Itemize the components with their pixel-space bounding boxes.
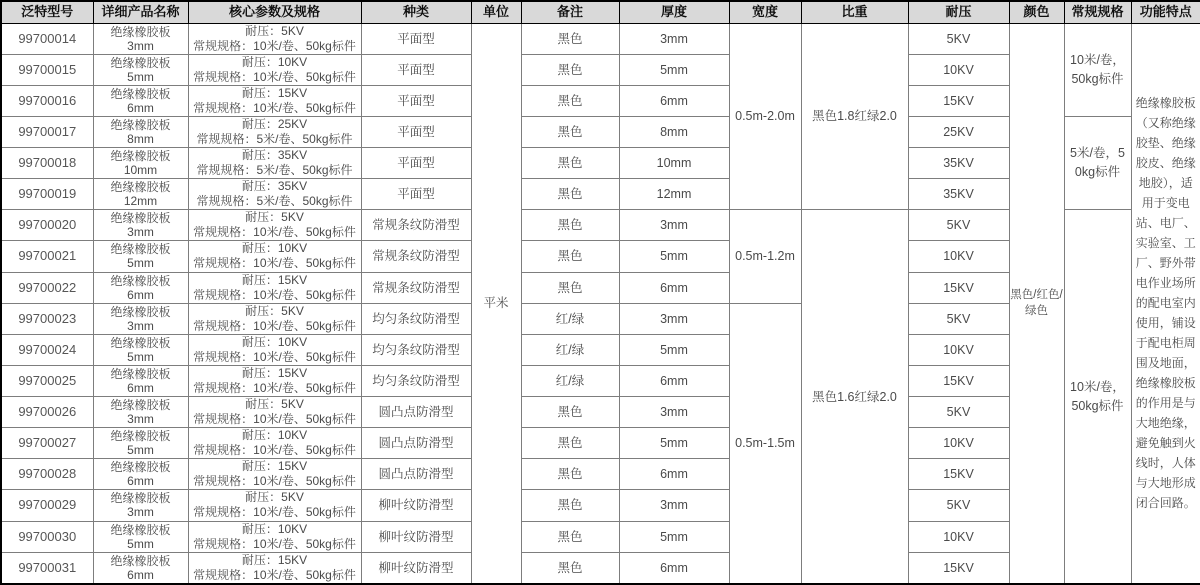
cell-type: 均匀条纹防滑型 [361, 365, 471, 396]
cell-thickness: 8mm [619, 116, 729, 147]
cell-remark: 黑色 [521, 241, 619, 272]
cell-type: 常规条纹防滑型 [361, 272, 471, 303]
product-name-text: 绝缘橡胶板 [110, 55, 171, 70]
cell-thickness: 3mm [619, 397, 729, 428]
cell-type: 平面型 [361, 54, 471, 85]
col-header-thickness: 厚度 [619, 1, 729, 23]
product-size-text: 3mm [127, 38, 154, 53]
param-voltage-text: 耐压：15KV [241, 459, 308, 474]
cell-thickness: 3mm [619, 210, 729, 241]
product-size-text: 5mm [127, 69, 154, 84]
cell-model-number: 99700017 [1, 116, 93, 147]
product-name-text: 绝缘橡胶板 [110, 304, 171, 319]
param-voltage-text: 耐压：5KV [245, 397, 304, 412]
product-name-text: 绝缘橡胶板 [110, 491, 171, 506]
cell-voltage: 10KV [908, 521, 1009, 552]
param-voltage-text: 耐压：5KV [245, 490, 304, 505]
cell-voltage: 15KV [908, 272, 1009, 303]
cell-product-name [93, 272, 188, 303]
param-spec-text: 常规规格：10米/卷、50kg标件 [193, 443, 356, 458]
cell-remark: 黑色 [521, 179, 619, 210]
cell-type: 圆凸点防滑型 [361, 428, 471, 459]
param-spec-text: 常规规格：10米/卷、50kg标件 [193, 256, 356, 271]
cell-core-params [188, 365, 361, 396]
cell-product-name [93, 85, 188, 116]
cell-voltage: 5KV [908, 490, 1009, 521]
product-size-text: 6mm [127, 100, 154, 115]
cell-model-number: 99700031 [1, 552, 93, 584]
product-name-text: 绝缘橡胶板 [110, 24, 171, 39]
cell-model-number: 99700021 [1, 241, 93, 272]
cell-thickness: 5mm [619, 54, 729, 85]
cell-voltage: 15KV [908, 459, 1009, 490]
cell-thickness: 6mm [619, 272, 729, 303]
cell-model-number: 99700018 [1, 148, 93, 179]
cell-model-number: 99700015 [1, 54, 93, 85]
product-size-text: 6mm [127, 287, 154, 302]
product-name-text: 绝缘橡胶板 [110, 460, 171, 475]
cell-thickness: 3mm [619, 23, 729, 54]
cell-remark: 黑色 [521, 272, 619, 303]
param-voltage-text: 耐压：15KV [241, 272, 308, 287]
param-spec-text: 常规规格：10米/卷、50kg标件 [193, 536, 356, 551]
cell-voltage: 35KV [908, 179, 1009, 210]
cell-remark: 黑色 [521, 552, 619, 584]
cell-product-name [93, 179, 188, 210]
product-row [1, 23, 1200, 54]
param-voltage-text: 耐压：5KV [245, 303, 304, 318]
product-size-text: 3mm [127, 225, 154, 240]
param-voltage-text: 耐压：15KV [241, 85, 308, 100]
cell-thickness: 3mm [619, 303, 729, 334]
param-spec-text: 常规规格：10米/卷、50kg标件 [193, 567, 356, 582]
param-spec-text: 常规规格：10米/卷、50kg标件 [193, 69, 356, 84]
cell-model-number: 99700014 [1, 23, 93, 54]
col-header-voltage: 耐压 [908, 1, 1009, 23]
cell-product-name [93, 241, 188, 272]
param-voltage-text: 耐压：25KV [241, 116, 308, 131]
cell-product-name [93, 397, 188, 428]
product-name-text: 绝缘橡胶板 [110, 149, 171, 164]
cell-type: 均匀条纹防滑型 [361, 303, 471, 334]
cell-product-name [93, 552, 188, 584]
product-size-text: 12mm [123, 194, 158, 209]
cell-voltage: 10KV [908, 334, 1009, 365]
cell-voltage: 10KV [908, 428, 1009, 459]
product-size-text: 5mm [127, 256, 154, 271]
product-name-text: 绝缘橡胶板 [110, 335, 171, 350]
cell-type: 柳叶纹防滑型 [361, 552, 471, 584]
product-name-text: 绝缘橡胶板 [110, 398, 171, 413]
cell-voltage: 35KV [908, 148, 1009, 179]
product-size-text: 6mm [127, 380, 154, 395]
param-voltage-text: 耐压：5KV [245, 210, 304, 225]
cell-width: 0.5m-1.5m [729, 303, 801, 584]
cell-spec: 10米/卷，50kg标件 [1064, 210, 1131, 584]
cell-thickness: 6mm [619, 552, 729, 584]
cell-type: 平面型 [361, 148, 471, 179]
cell-core-params [188, 521, 361, 552]
param-spec-text: 常规规格：10米/卷、50kg标件 [193, 38, 356, 53]
product-size-text: 3mm [127, 412, 154, 427]
product-name-text: 绝缘橡胶板 [110, 117, 171, 132]
cell-remark: 黑色 [521, 490, 619, 521]
col-header-features: 功能特点 [1131, 1, 1200, 23]
cell-type: 均匀条纹防滑型 [361, 334, 471, 365]
cell-model-number: 99700026 [1, 397, 93, 428]
cell-product-name [93, 365, 188, 396]
cell-type: 圆凸点防滑型 [361, 459, 471, 490]
col-header-unit: 单位 [471, 1, 521, 23]
product-name-text: 绝缘橡胶板 [110, 242, 171, 257]
cell-thickness: 5mm [619, 428, 729, 459]
product-name-text: 绝缘橡胶板 [110, 211, 171, 226]
cell-product-name [93, 303, 188, 334]
product-size-text: 6mm [127, 567, 154, 582]
cell-remark: 黑色 [521, 23, 619, 54]
param-spec-text: 常规规格：10米/卷、50kg标件 [193, 474, 356, 489]
param-spec-text: 常规规格：10米/卷、50kg标件 [193, 287, 356, 302]
product-name-text: 绝缘橡胶板 [110, 522, 171, 537]
param-spec-text: 常规规格：10米/卷、50kg标件 [193, 100, 356, 115]
cell-model-number: 99700028 [1, 459, 93, 490]
cell-thickness: 10mm [619, 148, 729, 179]
cell-remark: 红/绿 [521, 365, 619, 396]
product-name-text: 绝缘橡胶板 [110, 86, 171, 101]
cell-model-number: 99700023 [1, 303, 93, 334]
cell-remark: 黑色 [521, 116, 619, 147]
param-voltage-text: 耐压：5KV [245, 23, 304, 38]
product-name-text: 绝缘橡胶板 [110, 366, 171, 381]
param-voltage-text: 耐压：10KV [241, 428, 308, 443]
cell-product-name [93, 23, 188, 54]
col-header-color: 颜色 [1009, 1, 1064, 23]
cell-voltage: 15KV [908, 365, 1009, 396]
cell-product-name [93, 54, 188, 85]
cell-spec: 5米/卷，50kg标件 [1064, 116, 1131, 209]
cell-type: 常规条纹防滑型 [361, 210, 471, 241]
cell-model-number: 99700020 [1, 210, 93, 241]
cell-thickness: 6mm [619, 365, 729, 396]
cell-core-params [188, 428, 361, 459]
cell-remark: 黑色 [521, 210, 619, 241]
cell-core-params [188, 490, 361, 521]
cell-thickness: 6mm [619, 459, 729, 490]
cell-remark: 黑色 [521, 459, 619, 490]
cell-remark: 黑色 [521, 148, 619, 179]
param-spec-text: 常规规格：10米/卷、50kg标件 [193, 505, 356, 520]
param-voltage-text: 耐压：10KV [241, 54, 308, 69]
param-spec-text: 常规规格：10米/卷、50kg标件 [193, 225, 356, 240]
cell-core-params [188, 272, 361, 303]
cell-model-number: 99700016 [1, 85, 93, 116]
cell-width: 0.5m-2.0m [729, 23, 801, 210]
product-size-text: 5mm [127, 349, 154, 364]
col-header-gravity: 比重 [801, 1, 908, 23]
cell-type: 平面型 [361, 85, 471, 116]
param-spec-text: 常规规格：10米/卷、50kg标件 [193, 380, 356, 395]
cell-unit: 平米 [471, 23, 521, 584]
cell-product-name [93, 210, 188, 241]
cell-core-params [188, 54, 361, 85]
product-size-text: 3mm [127, 318, 154, 333]
cell-model-number: 99700019 [1, 179, 93, 210]
cell-product-name [93, 490, 188, 521]
param-voltage-text: 耐压：10KV [241, 334, 308, 349]
cell-core-params [188, 334, 361, 365]
param-spec-text: 常规规格：10米/卷、50kg标件 [193, 349, 356, 364]
cell-remark: 黑色 [521, 397, 619, 428]
cell-thickness: 5mm [619, 521, 729, 552]
cell-model-number: 99700022 [1, 272, 93, 303]
product-size-text: 3mm [127, 505, 154, 520]
cell-core-params [188, 23, 361, 54]
cell-product-name [93, 428, 188, 459]
product-size-text: 10mm [123, 163, 158, 178]
cell-type: 圆凸点防滑型 [361, 397, 471, 428]
cell-type: 常规条纹防滑型 [361, 241, 471, 272]
cell-remark: 红/绿 [521, 334, 619, 365]
cell-type: 平面型 [361, 179, 471, 210]
cell-core-params [188, 85, 361, 116]
cell-thickness: 12mm [619, 179, 729, 210]
cell-model-number: 99700027 [1, 428, 93, 459]
cell-gravity: 黑色1.8红绿2.0 [801, 23, 908, 210]
cell-voltage: 25KV [908, 116, 1009, 147]
product-name-text: 绝缘橡胶板 [110, 273, 171, 288]
cell-model-number: 99700029 [1, 490, 93, 521]
header-row [1, 1, 1200, 23]
product-name-text: 绝缘橡胶板 [110, 429, 171, 444]
col-header-name: 详细产品名称 [93, 1, 188, 23]
col-header-width: 宽度 [729, 1, 801, 23]
cell-core-params [188, 116, 361, 147]
cell-voltage: 10KV [908, 241, 1009, 272]
cell-type: 平面型 [361, 116, 471, 147]
cell-core-params [188, 210, 361, 241]
cell-type: 柳叶纹防滑型 [361, 521, 471, 552]
cell-product-name [93, 459, 188, 490]
cell-color: 黑色/红色/绿色 [1009, 23, 1064, 584]
cell-type: 柳叶纹防滑型 [361, 490, 471, 521]
col-header-type: 种类 [361, 1, 471, 23]
col-header-params: 核心参数及规格 [188, 1, 361, 23]
param-voltage-text: 耐压：35KV [241, 179, 308, 194]
product-size-text: 6mm [127, 474, 154, 489]
product-size-text: 5mm [127, 443, 154, 458]
cell-voltage: 5KV [908, 303, 1009, 334]
cell-thickness: 3mm [619, 490, 729, 521]
cell-spec: 10米/卷，50kg标件 [1064, 23, 1131, 116]
product-size-text: 5mm [127, 536, 154, 551]
param-voltage-text: 耐压：10KV [241, 521, 308, 536]
cell-remark: 红/绿 [521, 303, 619, 334]
cell-core-params [188, 303, 361, 334]
product-size-text: 8mm [127, 131, 154, 146]
param-spec-text: 常规规格：10米/卷、50kg标件 [193, 318, 356, 333]
param-voltage-text: 耐压：15KV [241, 365, 308, 380]
cell-product-name [93, 148, 188, 179]
cell-width: 0.5m-1.2m [729, 210, 801, 303]
cell-remark: 黑色 [521, 428, 619, 459]
product-name-text: 绝缘橡胶板 [110, 553, 171, 568]
cell-product-name [93, 116, 188, 147]
cell-model-number: 99700025 [1, 365, 93, 396]
cell-type: 平面型 [361, 23, 471, 54]
cell-core-params [188, 552, 361, 584]
param-voltage-text: 耐压：35KV [241, 148, 308, 163]
cell-model-number: 99700024 [1, 334, 93, 365]
cell-voltage: 5KV [908, 397, 1009, 428]
cell-voltage: 15KV [908, 552, 1009, 584]
col-header-remark: 备注 [521, 1, 619, 23]
param-spec-text: 常规规格：5米/卷、50kg标件 [196, 131, 353, 146]
cell-remark: 黑色 [521, 521, 619, 552]
cell-thickness: 6mm [619, 85, 729, 116]
cell-voltage: 5KV [908, 210, 1009, 241]
param-voltage-text: 耐压：10KV [241, 241, 308, 256]
col-header-model: 泛特型号 [1, 1, 93, 23]
table-body [1, 23, 1200, 584]
cell-core-params [188, 397, 361, 428]
cell-model-number: 99700030 [1, 521, 93, 552]
cell-product-name [93, 334, 188, 365]
cell-core-params [188, 179, 361, 210]
cell-product-name [93, 521, 188, 552]
cell-core-params [188, 241, 361, 272]
product-name-text: 绝缘橡胶板 [110, 180, 171, 195]
cell-remark: 黑色 [521, 85, 619, 116]
col-header-spec: 常规规格 [1064, 1, 1131, 23]
cell-thickness: 5mm [619, 334, 729, 365]
cell-voltage: 15KV [908, 85, 1009, 116]
cell-voltage: 10KV [908, 54, 1009, 85]
param-spec-text: 常规规格：10米/卷、50kg标件 [193, 412, 356, 427]
cell-features: 绝缘橡胶板（又称绝缘胶垫、绝缘胶皮、绝缘地胶），适用于变电站、电厂、实验室、工厂、野外带电作业场所的配电室内使用，铺设于配电柜周围及地面，绝缘橡胶板的作用是与大地绝缘，避免触到火线时，人体与大地形成闭合回路。 [1131, 23, 1200, 584]
cell-gravity: 黑色1.6红绿2.0 [801, 210, 908, 584]
param-voltage-text: 耐压：15KV [241, 552, 308, 567]
cell-core-params [188, 148, 361, 179]
param-spec-text: 常规规格：5米/卷、50kg标件 [196, 163, 353, 178]
cell-core-params [188, 459, 361, 490]
param-spec-text: 常规规格：5米/卷、50kg标件 [196, 194, 353, 209]
cell-remark: 黑色 [521, 54, 619, 85]
cell-voltage: 5KV [908, 23, 1009, 54]
cell-thickness: 5mm [619, 241, 729, 272]
